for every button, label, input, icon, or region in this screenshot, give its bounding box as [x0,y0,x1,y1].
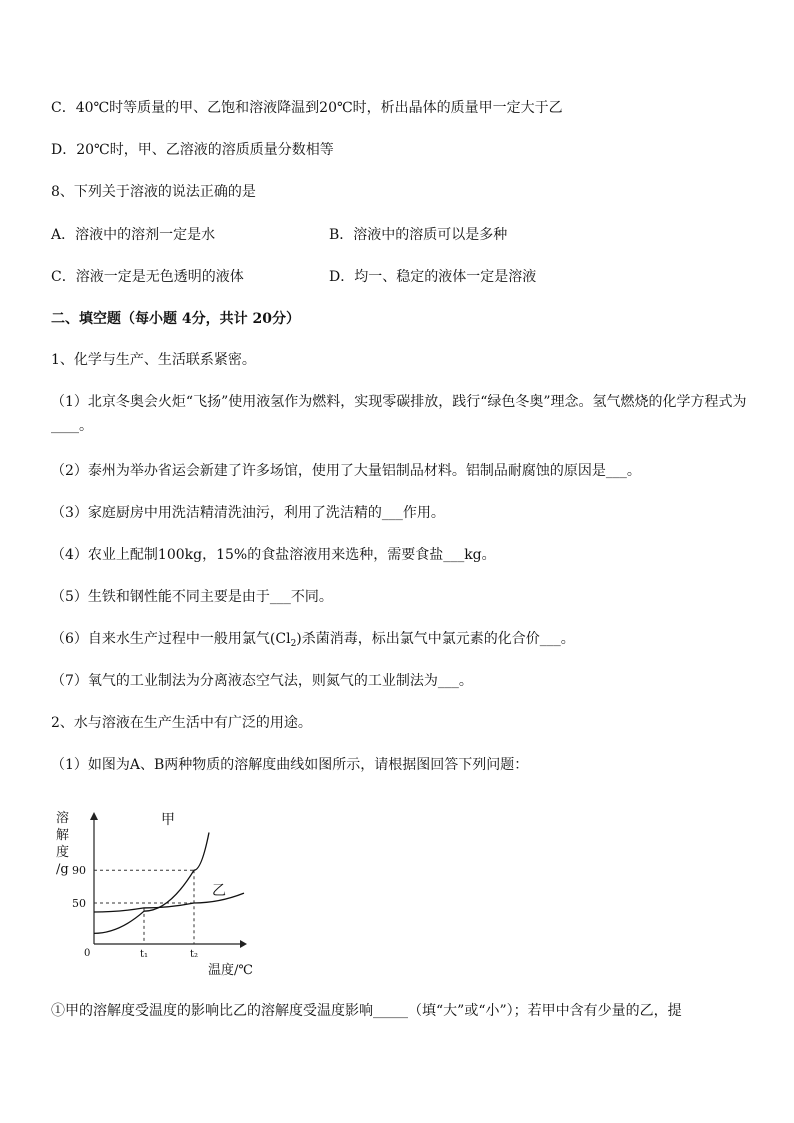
x-tick-label: t₁ [140,949,149,960]
option-7d: D．20℃时，甲、乙溶液的溶质质量分数相等 [51,142,334,158]
x-axis-arrow [240,940,247,948]
x-axis-label: 温度/℃ [208,963,253,978]
option-8c: C．溶液一定是无色透明的液体 [51,269,244,285]
series-jia-line [94,832,209,933]
fill-1-part-5: （5）生铁和钢性能不同主要是由于___不同。 [51,589,333,605]
fill-1-part-1: （1）北京冬奥会火炬“飞扬”使用液氢作为燃料，实现零碳排放，践行“绿色冬奥”理念。氢气燃烧的化学方程式为____。 [51,394,747,434]
fill-1-part-3: （3）家庭厨房中用洗洁精清洗油污，利用了洗洁精的___作用。 [51,505,445,521]
fill-1-part-6-post: )杀菌消毒，标出氯气中氯元素的化合价___。 [296,631,575,647]
fill-question-1: 1、化学与生产、生活联系紧密。 [51,352,256,368]
y-axis-label: 度 [56,845,70,860]
fill-question-2: 2、水与溶液在生产生活中有广泛的用途。 [51,715,312,731]
fill-2-subquestion-1: ①甲的溶解度受温度的影响比乙的溶解度受温度影响_____（填“大”或“小”）；若甲中含有少量的乙，提 [51,1003,682,1019]
y-axis-label: 溶 [56,811,70,826]
fill-1-part-6 [51,629,575,654]
series-yi-label: 乙 [212,883,226,899]
origin-label: 0 [84,948,91,959]
subscript-2: 2 [290,639,297,649]
fill-1-part-4: （4）农业上配制100kg，15%的食盐溶液用来选种，需要食盐___kg。 [51,547,496,563]
fill-2-part-1: （1）如图为A、B两种物质的溶解度曲线如图所示，请根据图回答下列问题： [51,757,529,773]
option-7c: C．40℃时等质量的甲、乙饱和溶液降温到20℃时，析出晶体的质量甲一定大于乙 [51,100,563,116]
y-tick-label: 90 [72,864,86,878]
section-heading: 二、填空题（每小题 4分，共计 20分） [51,311,300,327]
question-8: 8、下列关于溶液的说法正确的是 [51,184,256,200]
y-axis-label: 解 [56,828,70,843]
fill-1-part-2: （2）泰州为举办省运会新建了许多场馆，使用了大量铝制品材料。铝制品耐腐蚀的原因是___。 [51,463,641,479]
option-8a: A．溶液中的溶剂一定是水 [51,227,216,243]
fill-1-part-7: （7）氧气的工业制法为分离液态空气法，则氮气的工业制法为___。 [51,673,473,689]
x-tick-label: t₂ [190,949,199,960]
fill-1-part-6-pre: （6）自来水生产过程中一般用氯气(Cl [51,631,291,647]
series-jia-label: 甲 [161,812,175,828]
solubility-chart [40,800,280,985]
y-axis-label: /g [56,862,69,877]
option-8d: D．均一、稳定的液体一定是溶液 [329,269,537,285]
option-8b: B．溶液中的溶质可以是多种 [329,227,508,243]
y-tick-label: 50 [72,897,86,910]
y-axis-arrow [90,812,98,820]
